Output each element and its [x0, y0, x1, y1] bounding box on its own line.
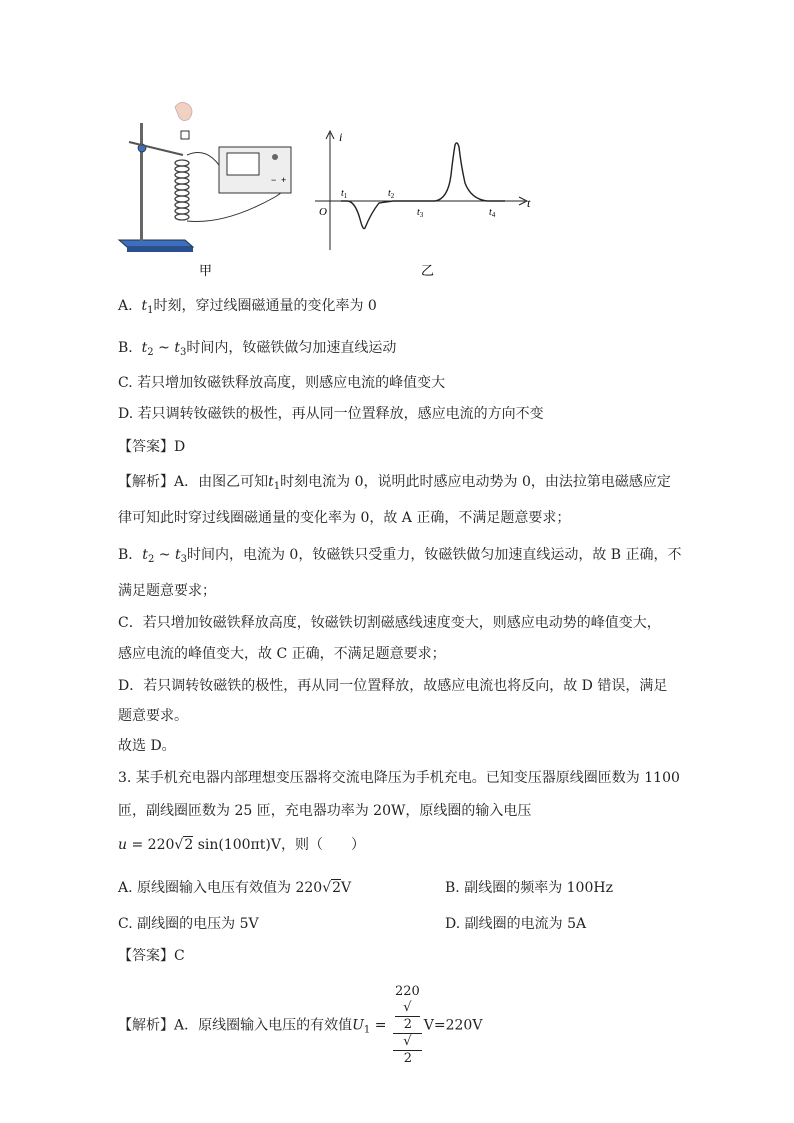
q2-option-a: A. $t_1$时刻，穿过线圈磁通量的变化率为 0 — [118, 298, 377, 316]
q2-answer: 【答案】D — [118, 439, 186, 455]
svg-text:t1 — [341, 188, 348, 200]
apparatus-illustration — [119, 102, 291, 252]
t1-subscript: 1 — [343, 192, 348, 200]
svg-text:t2 — [388, 188, 395, 200]
figure-caption-left: 甲 — [199, 264, 213, 279]
axis-t-label: t — [527, 196, 531, 210]
q2-explanation-a-line1: 【解析】A．由图乙可知$t_1$时刻电流为 0，说明此时感应电动势为 0，由法拉第电磁感应定 — [118, 474, 671, 492]
scope-minus-label: − — [271, 175, 277, 185]
q2-explanation-d-line2: 题意要求。 — [118, 708, 188, 724]
q3-option-b: B. 副线圈的频率为 100Hz — [445, 880, 613, 896]
t2-label: t — [388, 188, 391, 199]
q3-option-c: C. 副线圈的电压为 5V — [118, 916, 259, 932]
figure-caption-right: 乙 — [421, 264, 435, 279]
t1-label: t — [341, 188, 344, 199]
origin-label: O — [319, 206, 327, 218]
q2-option-c: C. 若只增加钕磁铁释放高度，则感应电流的峰值变大 — [118, 375, 446, 391]
q2-explanation-c-line2: 感应电流的峰值变大，故 C 正确，不满足题意要求； — [118, 646, 446, 662]
t3-subscript: 3 — [419, 211, 424, 219]
q2-explanation-a-line2: 律可知此时穿过线圈磁通量的变化率为 0，故 A 正确，不满足题意要求； — [118, 510, 571, 526]
q2-explanation-d-line1: D．若只调转钕磁铁的极性，再从同一位置释放，故感应电流也将反向，故 D 错误，满足 — [118, 678, 668, 694]
svg-text:t4 — [489, 207, 496, 219]
t3-label: t — [417, 207, 420, 218]
scope-plus-label: + — [281, 175, 287, 185]
q2-option-d: D. 若只调转钕磁铁的极性，再从同一位置释放，感应电流的方向不变 — [118, 406, 544, 422]
q3-stem-line2: 匝，副线圈匝数为 25 匝，充电器功率为 20W，原线圈的输入电压 — [118, 803, 532, 819]
t4-subscript: 4 — [491, 211, 496, 219]
t4-label: t — [489, 207, 492, 218]
current-time-graph — [315, 131, 527, 250]
q2-explanation-b-line1: B．$t_2$ ~ $t_3$时间内，电流为 0，钕磁铁只受重力，钕磁铁做匀加速直线运动，故 B 正确，不 — [118, 547, 682, 565]
q3-answer: 【答案】C — [118, 948, 185, 964]
svg-text:t3 — [417, 207, 424, 219]
q3-stem-line1: 3. 某手机充电器内部理想变压器将交流电降压为手机充电。已知变压器原线圈匝数为 1100 — [118, 770, 680, 786]
q2-explanation-c-line1: C．若只增加钕磁铁释放高度，钕磁铁切割磁感线速度变大，则感应电动势的峰值变大， — [118, 615, 661, 631]
q2-explanation-b-line2: 满足题意要求； — [118, 583, 216, 599]
q3-stem-line3: u = 220√2 sin(100πt)V，则（ ） — [118, 837, 365, 853]
q3-fraction: 220 √ 2 √ 2 — [394, 984, 420, 1066]
q2-option-b: B. $t_2$ ~ $t_3$时间内，钕磁铁做匀加速直线运动 — [118, 340, 397, 358]
figure — [115, 95, 565, 280]
axis-i-label: i — [339, 130, 343, 144]
q2-conclusion: 故选 D。 — [118, 738, 176, 754]
q3-option-a: A. 原线圈输入电压有效值为 220√2V — [118, 880, 352, 896]
t2-subscript: 2 — [390, 192, 395, 200]
q3-explanation-a: 【解析】A．原线圈输入电压的有效值$U_1$ = 220 √ 2 √ 2 V=220V — [118, 984, 483, 1066]
q3-option-d: D. 副线圈的电流为 5A — [445, 916, 587, 932]
